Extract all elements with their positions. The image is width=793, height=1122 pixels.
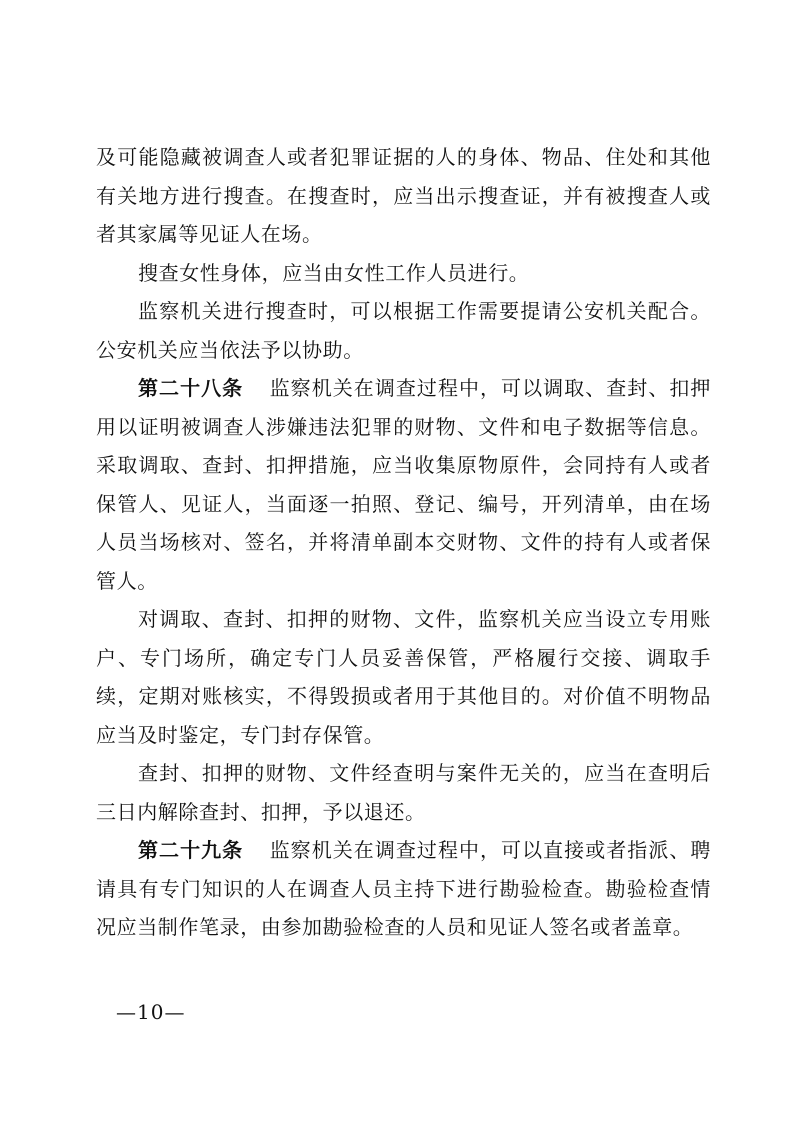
paragraph-custody: 对调取、查封、扣押的财物、文件，监察机关应当设立专用账户、专门场所，确定专门人员妥善保管，严格履行交接、调取手续，定期对账核实，不得毁损或者用于其他目的。对价值不明物品应当及时鉴定，专门封存保管。 — [96, 607, 711, 747]
article-28-number: 第二十八条 — [138, 376, 244, 400]
document-body — [96, 138, 711, 947]
page-number: —10— — [116, 1000, 186, 1024]
article-29-number: 第二十九条 — [138, 838, 244, 862]
article-28-text: 监察机关在调查过程中，可以调取、查封、扣押用以证明被调查人涉嫌违法犯罪的财物、文件和电子数据等信息。采取调取、查封、扣押措施，应当收集原物原件，会同持有人或者保管人、见证人，当面逐一拍照、登记、编号，开列清单，由在场人员当场核对、签名，并将清单副本交财物、文件的持有人或者保管人。 — [96, 376, 712, 593]
paragraph-female-search: 搜查女性身体，应当由女性工作人员进行。 — [138, 260, 530, 285]
article-28 — [96, 369, 711, 600]
paragraph-search-continuation: 及可能隐藏被调查人或者犯罪证据的人的身体、物品、住处和其他有关地方进行搜查。在搜查时，应当出示搜查证，并有被搜查人或者其家属等见证人在场。 — [96, 145, 711, 246]
paragraph-police-cooperation: 监察机关进行搜查时，可以根据工作需要提请公安机关配合。公安机关应当依法予以协助。 — [96, 299, 711, 362]
article-29 — [96, 831, 711, 947]
article-29-text: 监察机关在调查过程中，可以直接或者指派、聘请具有专门知识的人在调查人员主持下进行勘验检查。勘验检查情况应当制作笔录，由参加勘验检查的人员和见证人签名或者盖章。 — [96, 838, 712, 939]
paragraph-return-property: 查封、扣押的财物、文件经查明与案件无关的，应当在查明后三日内解除查封、扣押，予以退还。 — [96, 761, 711, 824]
